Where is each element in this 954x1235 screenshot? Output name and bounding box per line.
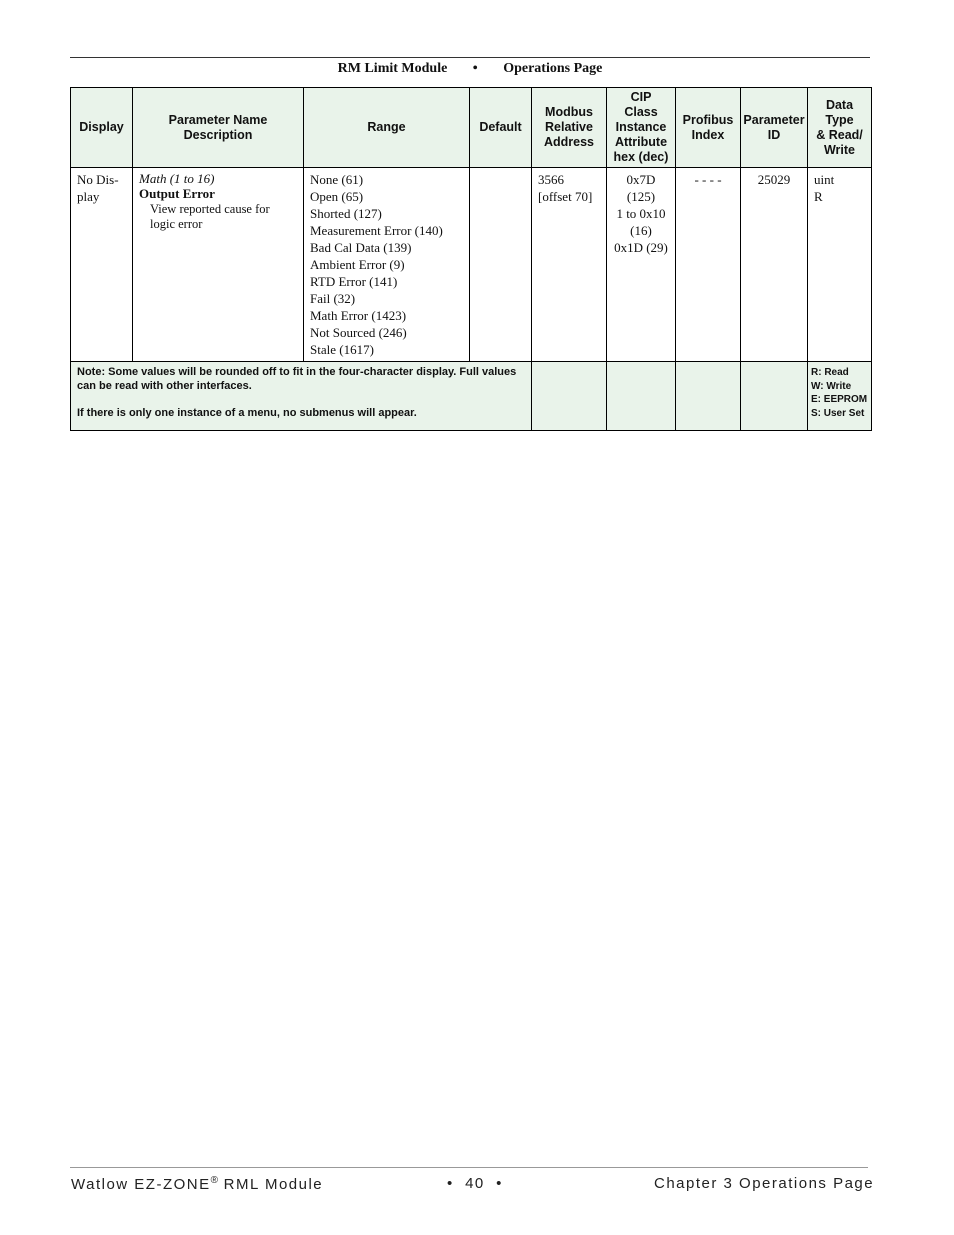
col-modbus: Modbus Relative Address bbox=[532, 88, 607, 168]
cell-data-type: uint R bbox=[808, 168, 872, 362]
parameter-instances: Math (1 to 16) bbox=[139, 171, 215, 186]
legend-item: E: EEPROM bbox=[811, 394, 868, 405]
col-display: Display bbox=[71, 88, 133, 168]
table-note-row bbox=[71, 362, 872, 431]
note-line: If there is only one instance of a menu, no submenus will appear. bbox=[77, 407, 417, 419]
cell-cip: 0x7D (125) 1 to 0x10 (16) 0x1D (29) bbox=[607, 168, 676, 362]
range-item: Shorted (127) bbox=[310, 206, 382, 221]
footer-rule bbox=[70, 1167, 868, 1168]
page-header bbox=[70, 61, 870, 77]
col-range: Range bbox=[304, 88, 470, 168]
range-item: Fail (32) bbox=[310, 291, 356, 306]
range-item: Not Sourced (246) bbox=[310, 325, 407, 340]
range-item: Ambient Error (9) bbox=[310, 257, 405, 272]
note-empty-cell bbox=[607, 362, 676, 431]
header-page: Operations Page bbox=[503, 61, 603, 76]
range-item: Stale (1617) bbox=[310, 342, 374, 357]
top-rule bbox=[70, 57, 870, 58]
range-item: RTD Error (141) bbox=[310, 274, 398, 289]
range-item: Bad Cal Data (139) bbox=[310, 240, 412, 255]
col-data-type: Data Type & Read/ Write bbox=[808, 88, 872, 168]
col-parameter-id: Parameter ID bbox=[741, 88, 808, 168]
range-item: Math Error (1423) bbox=[310, 308, 407, 323]
footer-page-number: • 40 • bbox=[447, 1175, 503, 1192]
legend-item: W: Write bbox=[811, 380, 852, 392]
legend-cell bbox=[808, 362, 872, 431]
cell-parameter-id: 25029 bbox=[741, 168, 808, 362]
note-empty-cell bbox=[676, 362, 741, 431]
legend-item: R: Read bbox=[811, 367, 849, 378]
parameter-table bbox=[70, 87, 872, 431]
col-cip: CIP Class Instance Attribute hex (dec) bbox=[607, 88, 676, 168]
col-default: Default bbox=[470, 88, 532, 168]
range-item: Measurement Error (140) bbox=[310, 223, 443, 238]
cell-default bbox=[470, 168, 532, 362]
cell-display: No Dis- play bbox=[71, 168, 133, 362]
range-item: Open (65) bbox=[310, 189, 364, 204]
note-line: can be read with other interfaces. bbox=[77, 380, 252, 392]
registered-mark: ® bbox=[210, 1175, 218, 1186]
legend-item: S: User Set bbox=[811, 407, 865, 419]
col-parameter-name: Parameter Name Description bbox=[133, 88, 304, 168]
parameter-description: View reported cause for logic error bbox=[150, 202, 270, 231]
note-empty-cell bbox=[741, 362, 808, 431]
col-profibus: Profibus Index bbox=[676, 88, 741, 168]
parameter-name: Output Error bbox=[139, 186, 215, 201]
cell-modbus: 3566 [offset 70] bbox=[532, 168, 607, 362]
table-header-row bbox=[71, 88, 872, 168]
header-separator: • bbox=[472, 61, 478, 76]
note-line: Note: Some values will be rounded off to fit in the four-character display. Full values bbox=[77, 366, 517, 378]
cell-profibus: - - - - bbox=[676, 168, 741, 362]
note-cell bbox=[71, 362, 532, 431]
range-item: None (61) bbox=[310, 172, 364, 187]
cell-parameter bbox=[133, 168, 304, 362]
cell-range bbox=[304, 168, 470, 362]
footer-brand: Watlow EZ-ZONE® RML Module bbox=[71, 1175, 324, 1193]
note-empty-cell bbox=[532, 362, 607, 431]
table-row bbox=[71, 168, 872, 362]
header-module: RM Limit Module bbox=[337, 61, 448, 76]
footer-chapter: Chapter 3 Operations Page bbox=[654, 1175, 875, 1192]
